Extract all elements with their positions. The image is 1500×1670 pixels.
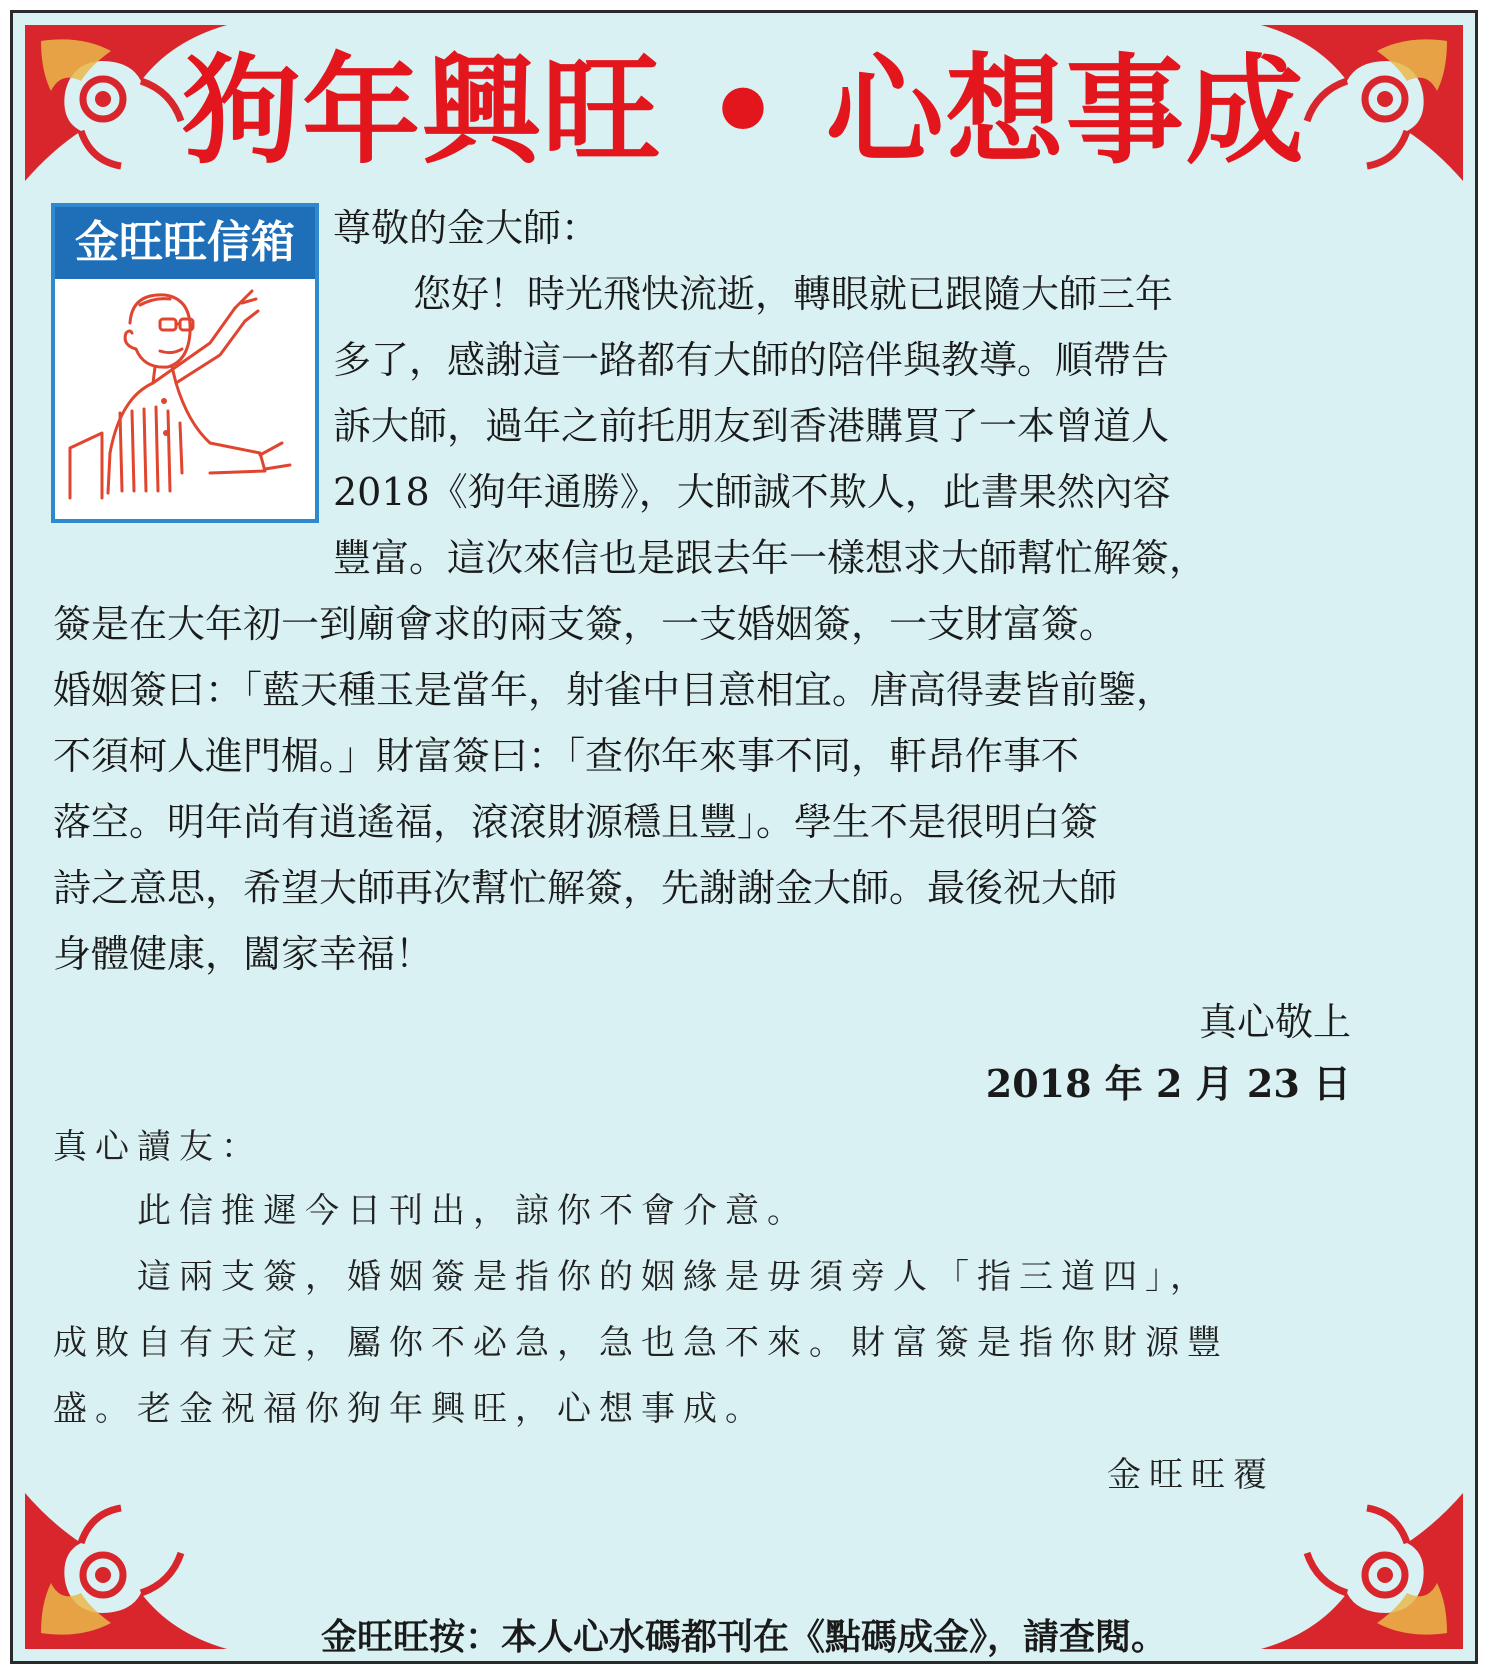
letter-line: 身體健康，闔家幸福！ (53, 932, 434, 976)
letter-line: 多了，感謝這一路都有大師的陪伴與教導。順帶告 (333, 338, 1170, 382)
footer-note: 金旺旺按：本人心水碼都刊在《點碼成金》，請查閱。 (320, 1617, 1167, 1658)
advert-panel (10, 10, 1478, 1664)
letter-line: 豐富。這次來信也是跟去年一樣想求大師幫忙解簽， (333, 536, 1208, 580)
letter-line: 婚姻簽曰：「藍天種玉是當年，射雀中目意相宜。唐高得妻皆前鑒， (53, 668, 1175, 712)
mailbox-logo (51, 203, 319, 523)
reply-line: 此信推遲今日刊出，諒你不會介意。 (137, 1191, 809, 1231)
page-title: 狗年興旺 • 心想事成 (182, 42, 1306, 180)
letter-line: 您好！時光飛快流逝，轉眼就已跟隨大師三年 (413, 272, 1174, 316)
reply-line: 盛。老金祝福你狗年興旺，心想事成。 (53, 1389, 767, 1429)
letter-closing: 真心敬上 (1198, 1000, 1351, 1044)
letter-line: 落空。明年尚有逍遙福，滾滾財源穩且豐」。學生不是很明白簽 (53, 800, 1099, 844)
teacher-illustration-icon (60, 283, 310, 513)
letter-line: 詩之意思，希望大師再次幫忙解簽，先謝謝金大師。最後祝大師 (53, 866, 1118, 910)
reply-line: 這兩支簽，婚姻簽是指你的姻緣是毋須旁人「指三道四」， (137, 1257, 1212, 1297)
reply-salutation: 真心讀友： (53, 1127, 263, 1167)
letter-line: 不須柯人進門楣。」財富簽曰：「查你年來事不同，軒昂作事不 (53, 734, 1080, 778)
letter-line: 簽是在大年初一到廟會求的兩支簽，一支婚姻簽，一支財富簽。 (53, 602, 1118, 646)
letter-line: 訴大師，過年之前托朋友到香港購買了一本曾道人 (333, 404, 1170, 448)
letter-line: 2018《狗年通勝》，大師誠不欺人，此書果然內容 (333, 470, 1171, 514)
letter-salutation: 尊敬的金大師： (333, 206, 600, 250)
letter-date: 2018 年 2 月 23 日 (985, 1061, 1351, 1106)
mailbox-label: 金旺旺信箱 (55, 207, 315, 279)
reply-signature: 金旺旺覆 (1107, 1455, 1275, 1495)
reply-line: 成敗自有天定，屬你不必急，急也急不來。財富簽是指你財源豐 (53, 1323, 1229, 1363)
